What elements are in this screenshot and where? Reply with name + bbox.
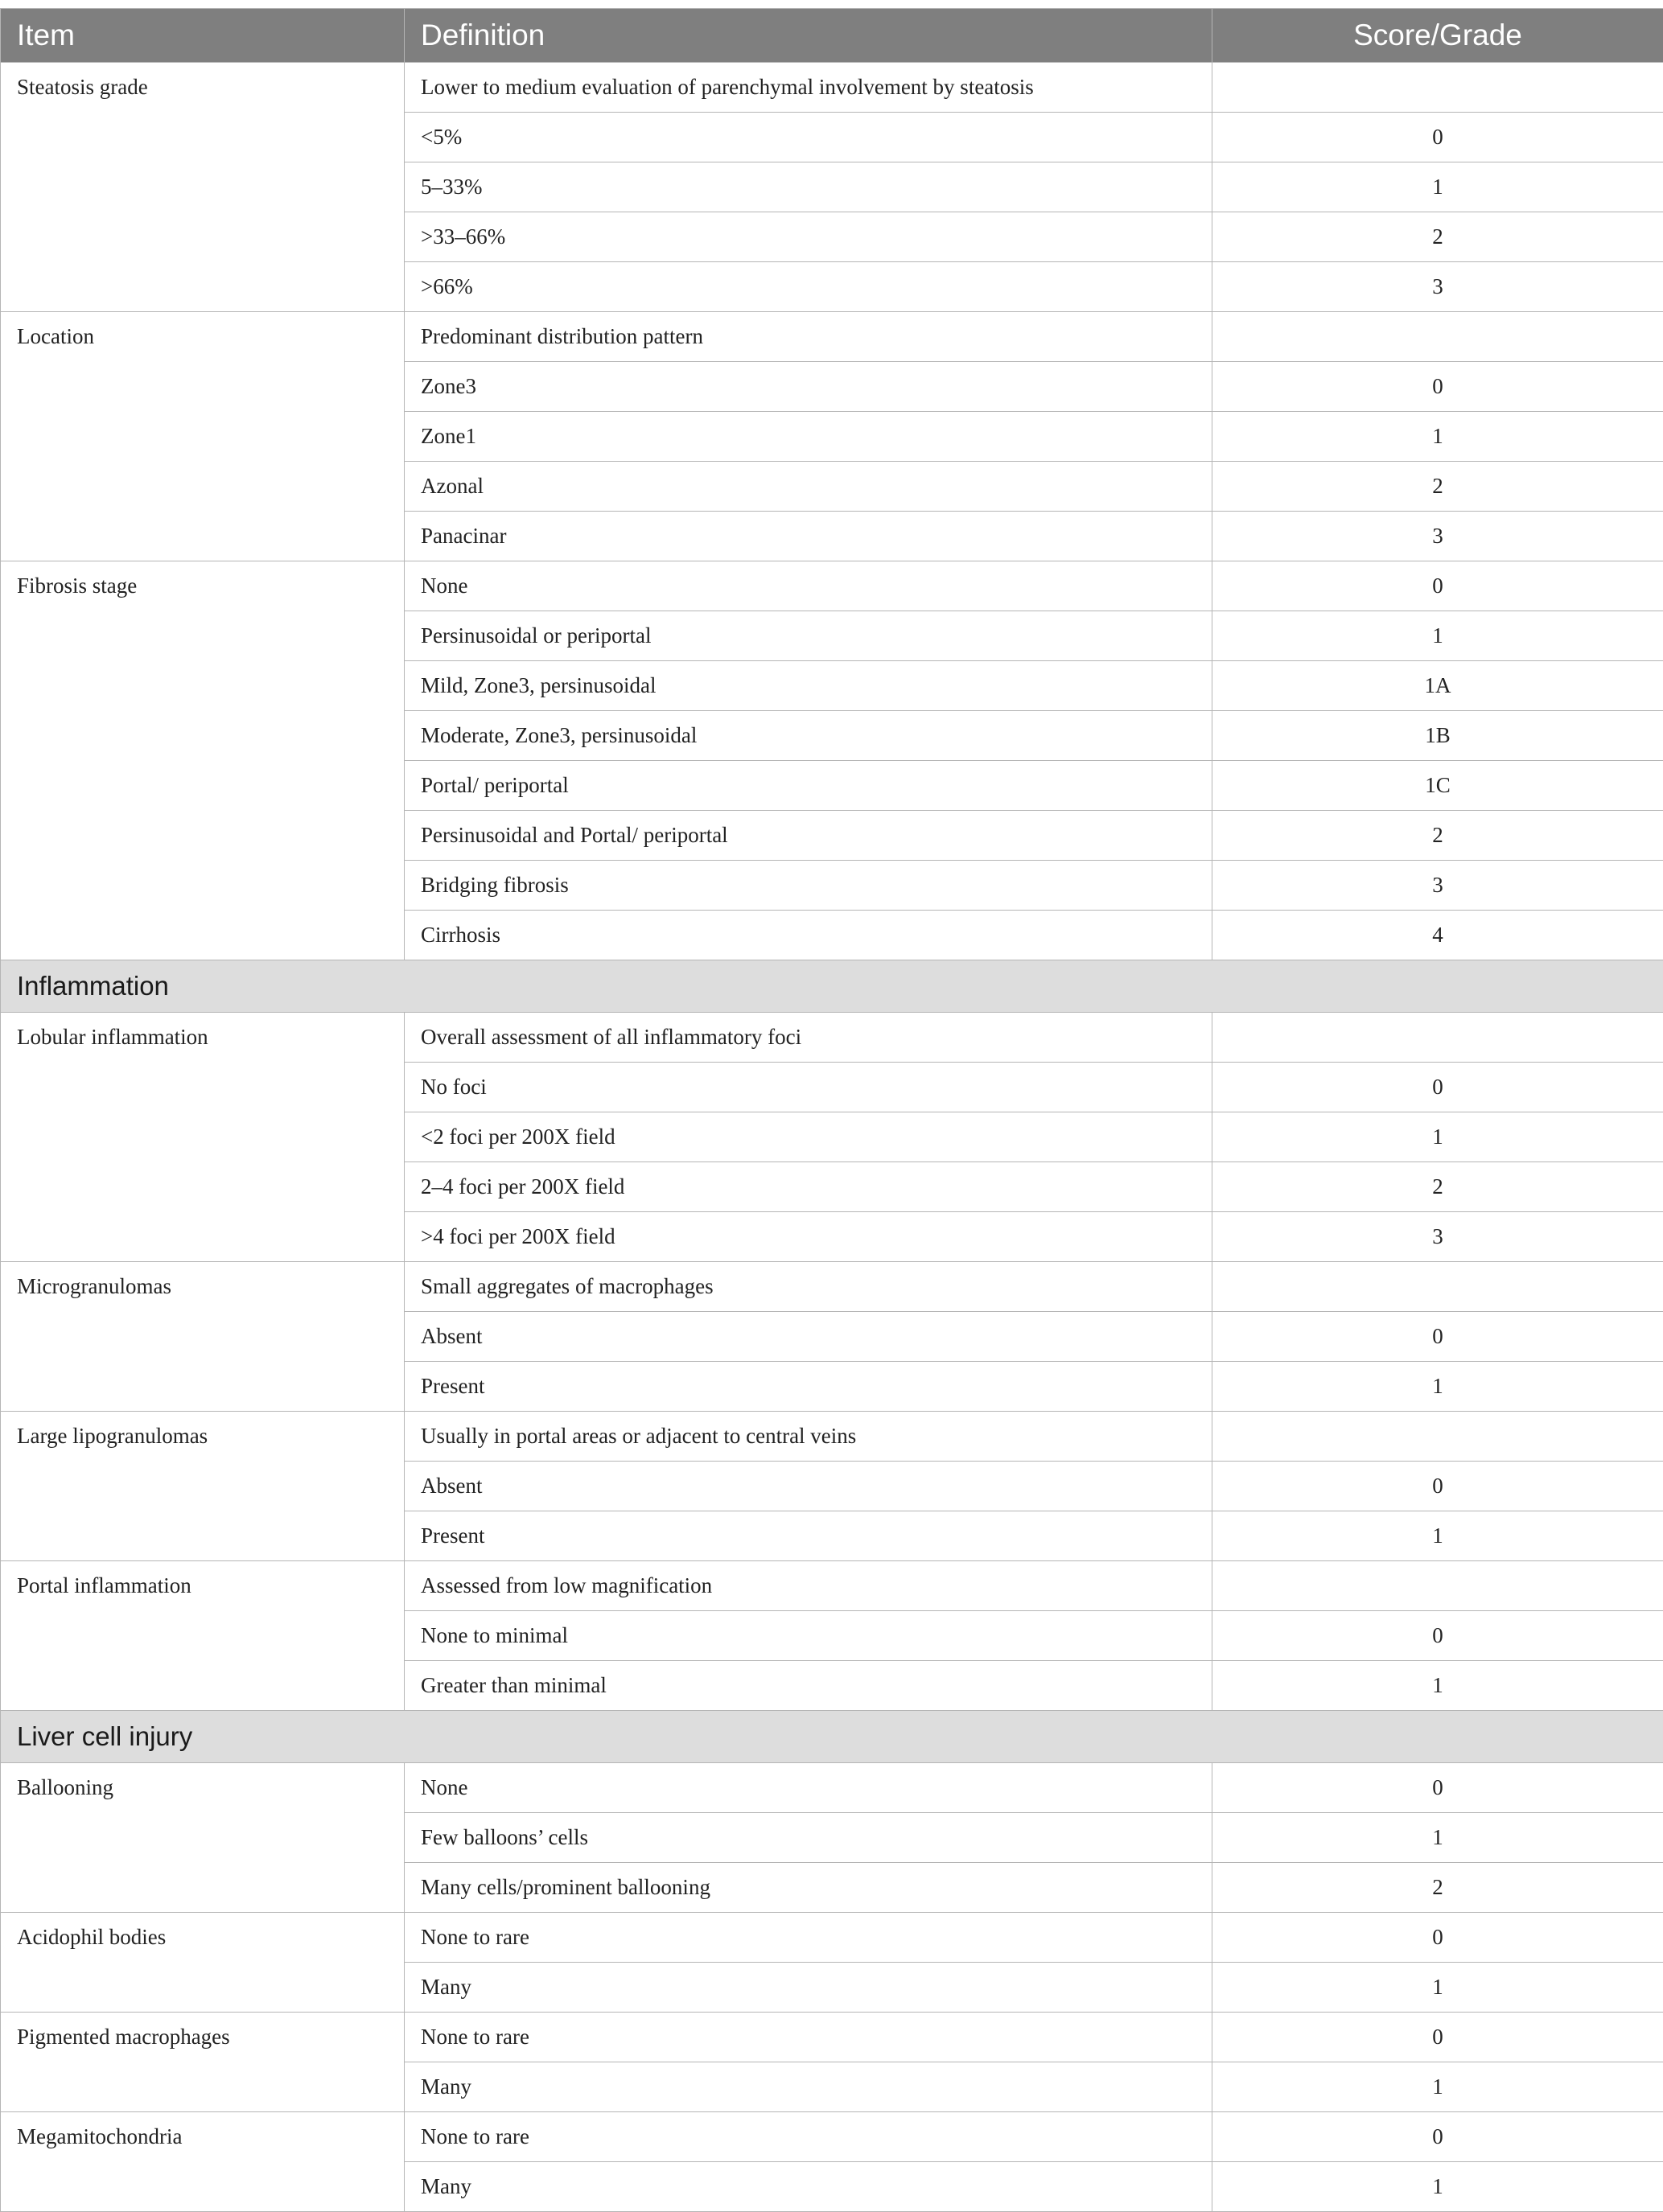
score-cell: 1 [1212,1112,1663,1162]
score-cell: 1 [1212,1661,1663,1711]
definition-cell: 5–33% [405,162,1212,212]
section-heading: Liver cell injury [1,1711,1663,1763]
item-cell: Steatosis grade [1,63,405,312]
score-cell: 2 [1212,462,1663,512]
score-cell: 1C [1212,761,1663,811]
table-body [1,63,1663,2212]
item-cell: Ballooning [1,1763,405,1913]
score-cell: 1B [1212,711,1663,761]
column-header-score: Score/Grade [1212,9,1663,63]
score-cell: 1 [1212,2062,1663,2112]
definition-cell: Few balloons’ cells [405,1813,1212,1863]
score-cell: 1A [1212,661,1663,711]
definition-cell: Mild, Zone3, persinusoidal [405,661,1212,711]
score-cell: 2 [1212,1863,1663,1913]
definition-cell: Predominant distribution pattern [405,312,1212,362]
table-row [1,561,1663,611]
header-row [1,9,1663,63]
section-row [1,1711,1663,1763]
score-cell: 4 [1212,911,1663,960]
definition-cell: Many cells/prominent ballooning [405,1863,1212,1913]
score-cell [1212,1262,1663,1312]
section-row [1,960,1663,1013]
table-row [1,1013,1663,1063]
definition-cell: Panacinar [405,512,1212,561]
score-cell: 1 [1212,1362,1663,1412]
score-cell: 2 [1212,212,1663,262]
score-cell: 3 [1212,861,1663,911]
table-header [1,9,1663,63]
score-cell: 0 [1212,113,1663,162]
score-cell: 0 [1212,561,1663,611]
definition-cell: None to rare [405,2013,1212,2062]
definition-cell: Absent [405,1462,1212,1511]
definition-cell: Cirrhosis [405,911,1212,960]
definition-cell: Portal/ periportal [405,761,1212,811]
section-heading: Inflammation [1,960,1663,1013]
definition-cell: >4 foci per 200X field [405,1212,1212,1262]
score-cell: 0 [1212,2112,1663,2162]
table-row [1,1561,1663,1611]
column-header-definition: Definition [405,9,1212,63]
score-cell: 2 [1212,1162,1663,1212]
definition-cell: Many [405,2062,1212,2112]
score-cell: 0 [1212,1462,1663,1511]
definition-cell: Present [405,1511,1212,1561]
score-cell [1212,1013,1663,1063]
table-row [1,1913,1663,1963]
item-cell: Acidophil bodies [1,1913,405,2013]
definition-cell: 2–4 foci per 200X field [405,1162,1212,1212]
definition-cell: Overall assessment of all inflammatory foci [405,1013,1212,1063]
item-cell: Portal inflammation [1,1561,405,1711]
definition-cell: <5% [405,113,1212,162]
definition-cell: None to minimal [405,1611,1212,1661]
definition-cell: Zone3 [405,362,1212,412]
table-row [1,63,1663,113]
definition-cell: Persinusoidal or periportal [405,611,1212,661]
item-cell: Pigmented macrophages [1,2013,405,2112]
score-cell: 0 [1212,1312,1663,1362]
definition-cell: Zone1 [405,412,1212,462]
table-row [1,1763,1663,1813]
score-cell: 3 [1212,262,1663,312]
definition-cell: Bridging fibrosis [405,861,1212,911]
definition-cell: Many [405,2162,1212,2212]
definition-cell: <2 foci per 200X field [405,1112,1212,1162]
item-cell: Microgranulomas [1,1262,405,1412]
definition-cell: Present [405,1362,1212,1412]
definition-cell: No foci [405,1063,1212,1112]
table-row [1,312,1663,362]
score-cell: 1 [1212,611,1663,661]
table-row [1,2112,1663,2162]
item-cell: Large lipogranulomas [1,1412,405,1561]
score-cell: 0 [1212,2013,1663,2062]
definition-cell: Absent [405,1312,1212,1362]
table-row [1,1412,1663,1462]
definition-cell: >33–66% [405,212,1212,262]
definition-cell: Assessed from low magnification [405,1561,1212,1611]
score-cell [1212,312,1663,362]
definition-cell: Moderate, Zone3, persinusoidal [405,711,1212,761]
definition-cell: None [405,1763,1212,1813]
score-cell: 1 [1212,1963,1663,2013]
score-cell: 0 [1212,1763,1663,1813]
item-cell: Fibrosis stage [1,561,405,960]
score-cell: 0 [1212,1063,1663,1112]
item-cell: Megamitochondria [1,2112,405,2212]
score-cell: 0 [1212,1913,1663,1963]
definition-cell: Azonal [405,462,1212,512]
column-header-item: Item [1,9,405,63]
score-cell: 1 [1212,2162,1663,2212]
table-row [1,2013,1663,2062]
score-cell: 1 [1212,412,1663,462]
item-cell: Location [1,312,405,561]
definition-cell: Persinusoidal and Portal/ periportal [405,811,1212,861]
score-cell: 0 [1212,362,1663,412]
score-cell: 3 [1212,1212,1663,1262]
item-cell: Lobular inflammation [1,1013,405,1262]
score-cell: 2 [1212,811,1663,861]
score-cell: 1 [1212,1813,1663,1863]
definition-cell: None [405,561,1212,611]
score-cell: 3 [1212,512,1663,561]
score-cell [1212,1412,1663,1462]
definition-cell: None to rare [405,2112,1212,2162]
table-row [1,1262,1663,1312]
score-cell: 1 [1212,1511,1663,1561]
definition-cell: Usually in portal areas or adjacent to central veins [405,1412,1212,1462]
definition-cell: Many [405,1963,1212,2013]
definition-cell: Lower to medium evaluation of parenchymal involvement by steatosis [405,63,1212,113]
definition-cell: Greater than minimal [405,1661,1212,1711]
definition-cell: Small aggregates of macrophages [405,1262,1212,1312]
score-cell: 0 [1212,1611,1663,1661]
score-cell: 1 [1212,162,1663,212]
score-cell [1212,1561,1663,1611]
scoring-table [0,8,1663,2212]
definition-cell: >66% [405,262,1212,312]
score-cell [1212,63,1663,113]
definition-cell: None to rare [405,1913,1212,1963]
